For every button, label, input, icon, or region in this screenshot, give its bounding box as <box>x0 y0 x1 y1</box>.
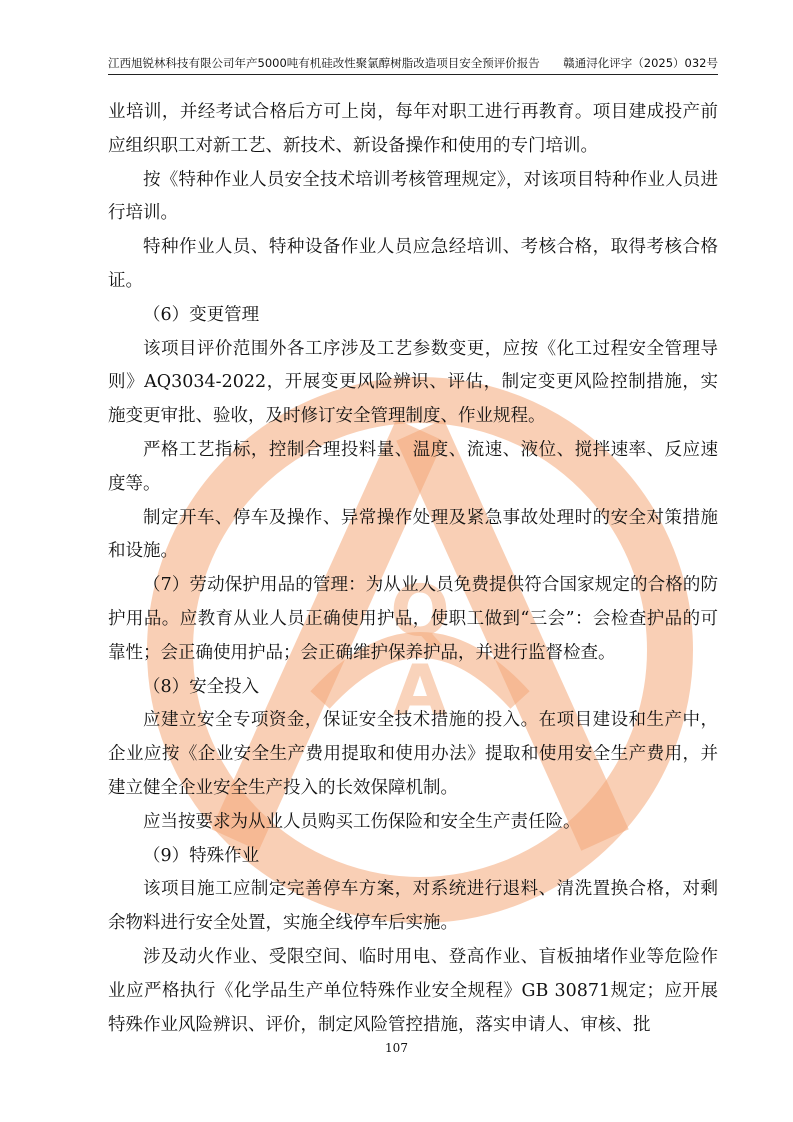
body-paragraph: 该项目评价范围外各工序涉及工艺参数变更，应按《化工过程安全管理导则》AQ3034-2022，开展变更风险辨识、评估，制定变更风险控制措施，实施变更审批、验收，及时修订安全管理制度、作业规程。 <box>108 338 718 427</box>
body-paragraph: 业培训，并经考试合格后方可上岗，每年对职工进行再教育。项目建成投产前应组织职工对新工艺、新技术、新设备操作和使用的专门培训。 <box>108 102 718 156</box>
body-paragraph: 制定开车、停车及操作、异常操作处理及紧急事故处理时的安全对策措施和设施。 <box>108 507 718 562</box>
body-paragraph: 按《特种作业人员安全技术培训考核管理规定》，对该项目特种作业人员进行培训。 <box>108 169 718 224</box>
watermark-letter-q: Q <box>390 570 450 652</box>
header-title: 江西旭锐林科技有限公司年产5000吨有机硅改性聚氯醇树脂改造项目安全预评价报告 <box>108 56 540 70</box>
header-rule <box>108 74 718 75</box>
body-paragraph: 特种作业人员、特种设备作业人员应急经培训、考核合格，取得考核合格证。 <box>108 237 718 291</box>
body-paragraph: （7）劳动保护用品的管理：为从业人员免费提供符合国家规定的合格的防护用品。应教育从业人员正确使用护品，使职工做到“三会”：会检查护品的可靠性；会正确使用护品；会正确维护保养护品，并进行监督检查。 <box>108 575 718 663</box>
body-paragraph: 应建立安全专项资金，保证安全技术措施的投入。在项目建设和生产中，企业应按《企业安全生产费用提取和使用办法》提取和使用安全生产费用，并建立健全企业安全生产投入的长效保障机制。 <box>108 710 718 798</box>
header-doc-number: 赣通浔化评字（2025）032号 <box>563 56 718 70</box>
page-header <box>108 55 718 71</box>
section-heading: （6）变更管理 <box>143 304 260 325</box>
body-paragraph: 应当按要求为从业人员购买工伤保险和安全生产责任险。 <box>143 811 581 832</box>
page-number: 107 <box>385 1041 408 1055</box>
document-body <box>108 96 718 1042</box>
body-paragraph: 严格工艺指标，控制合理投料量、温度、流速、液位、搅拌速率、反应速度等。 <box>108 439 718 494</box>
body-paragraph: 涉及动火作业、受限空间、临时用电、登高作业、盲板抽堵作业等危险作业应严格执行《化学品生产单位特殊作业安全规程》GB 30871规定；应开展特殊作业风险辨识、评价，制定风险管控措施，落实申请人、审核、批 <box>108 946 718 1035</box>
section-heading: （9）特殊作业 <box>143 845 260 866</box>
watermark-letter-a: A <box>392 650 448 732</box>
section-heading: （8）安全投入 <box>143 676 260 697</box>
body-paragraph: 该项目施工应制定完善停车方案，对系统进行退料、清洗置换合格，对剩余物料进行安全处置，实施全线停车后实施。 <box>108 879 718 934</box>
